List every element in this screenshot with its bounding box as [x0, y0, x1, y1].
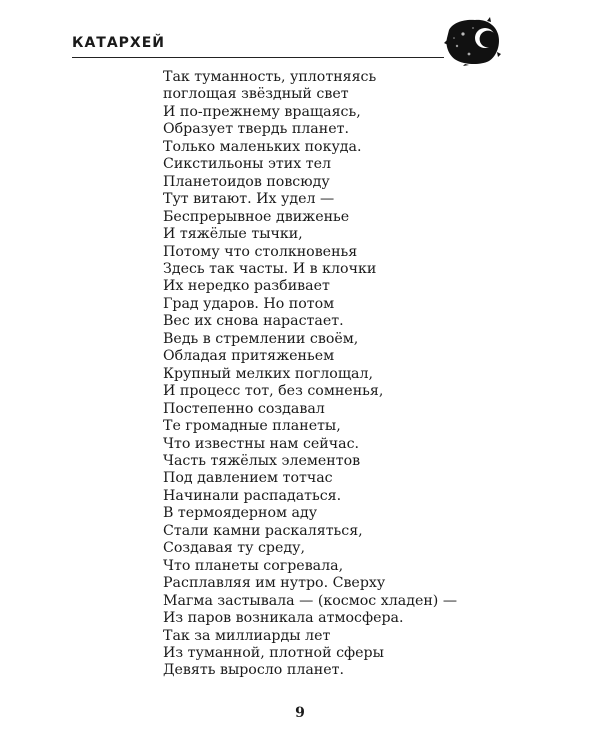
poem-line: Создавая ту среду, — [163, 540, 305, 557]
poem-text — [163, 69, 457, 680]
poem-line: Что планеты согревала, — [163, 557, 344, 574]
poem-line: Постепенно создавал — [163, 400, 325, 417]
chapter-title: КАТАРХЕЙ — [72, 35, 165, 51]
poem-line: поглощая звёздный свет — [163, 86, 349, 103]
poem-line: Те громадные планеты, — [163, 418, 341, 435]
poem-line: Беспрерывное движенье — [163, 208, 350, 225]
poem-line: И по-прежнему вращаясь, — [163, 103, 361, 120]
running-header — [72, 34, 442, 54]
poem-line: Из туманной, плотной сферы — [163, 644, 384, 661]
poem-line: Образует твердь планет. — [163, 121, 349, 138]
page-number: 9 — [295, 705, 305, 721]
poem-line: Тут витают. Их удел — — [163, 191, 335, 208]
poem-line: Магма застывала — (космос хладен) — — [163, 592, 458, 609]
poem-line: Крупный мелких поглощал, — [163, 365, 374, 382]
poem-line: Здесь так часты. И в клочки — [163, 260, 377, 277]
poem-line: Потому что столкновенья — [163, 243, 358, 260]
poem-line: Расплавляя им нутро. Сверху — [163, 575, 386, 592]
poem-line: Град ударов. Но потом — [163, 295, 335, 312]
poem-line: Так туманность, уплотняясь — [163, 69, 377, 85]
poem-line: Обладая притяженьем — [163, 348, 335, 365]
poem-line: И тяжёлые тычки, — [163, 226, 303, 243]
poem-line: Часть тяжёлых элементов — [163, 452, 361, 469]
poem-line: В термоядерном аду — [163, 505, 318, 522]
dark-moon-emblem-icon — [443, 16, 501, 66]
poem-line: Девять выросло планет. — [163, 662, 345, 679]
poem-line: Ведь в стремлении своём, — [163, 330, 359, 347]
header-divider — [72, 57, 444, 58]
poem-line: Из паров возникала атмосфера. — [163, 610, 404, 627]
poem-line: Сикстильоны этих тел — [163, 156, 331, 173]
poem-line: Так за миллиарды лет — [163, 627, 331, 644]
poem-line: Начинали распадаться. — [163, 487, 342, 504]
poem-line: Только маленьких покуда. — [163, 138, 362, 155]
poem-line: Вес их снова нарастает. — [163, 313, 344, 330]
poem-line: Под давлением тотчас — [163, 470, 333, 487]
poem-line: Их нередко разбивает — [163, 278, 330, 295]
poem-line: Планетоидов повсюду — [163, 173, 330, 190]
poem-line: Стали камни раскаляться, — [163, 522, 363, 539]
poem-line: И процесс тот, без сомненья, — [163, 383, 384, 400]
poem-line: Что известны нам сейчас. — [163, 435, 360, 452]
